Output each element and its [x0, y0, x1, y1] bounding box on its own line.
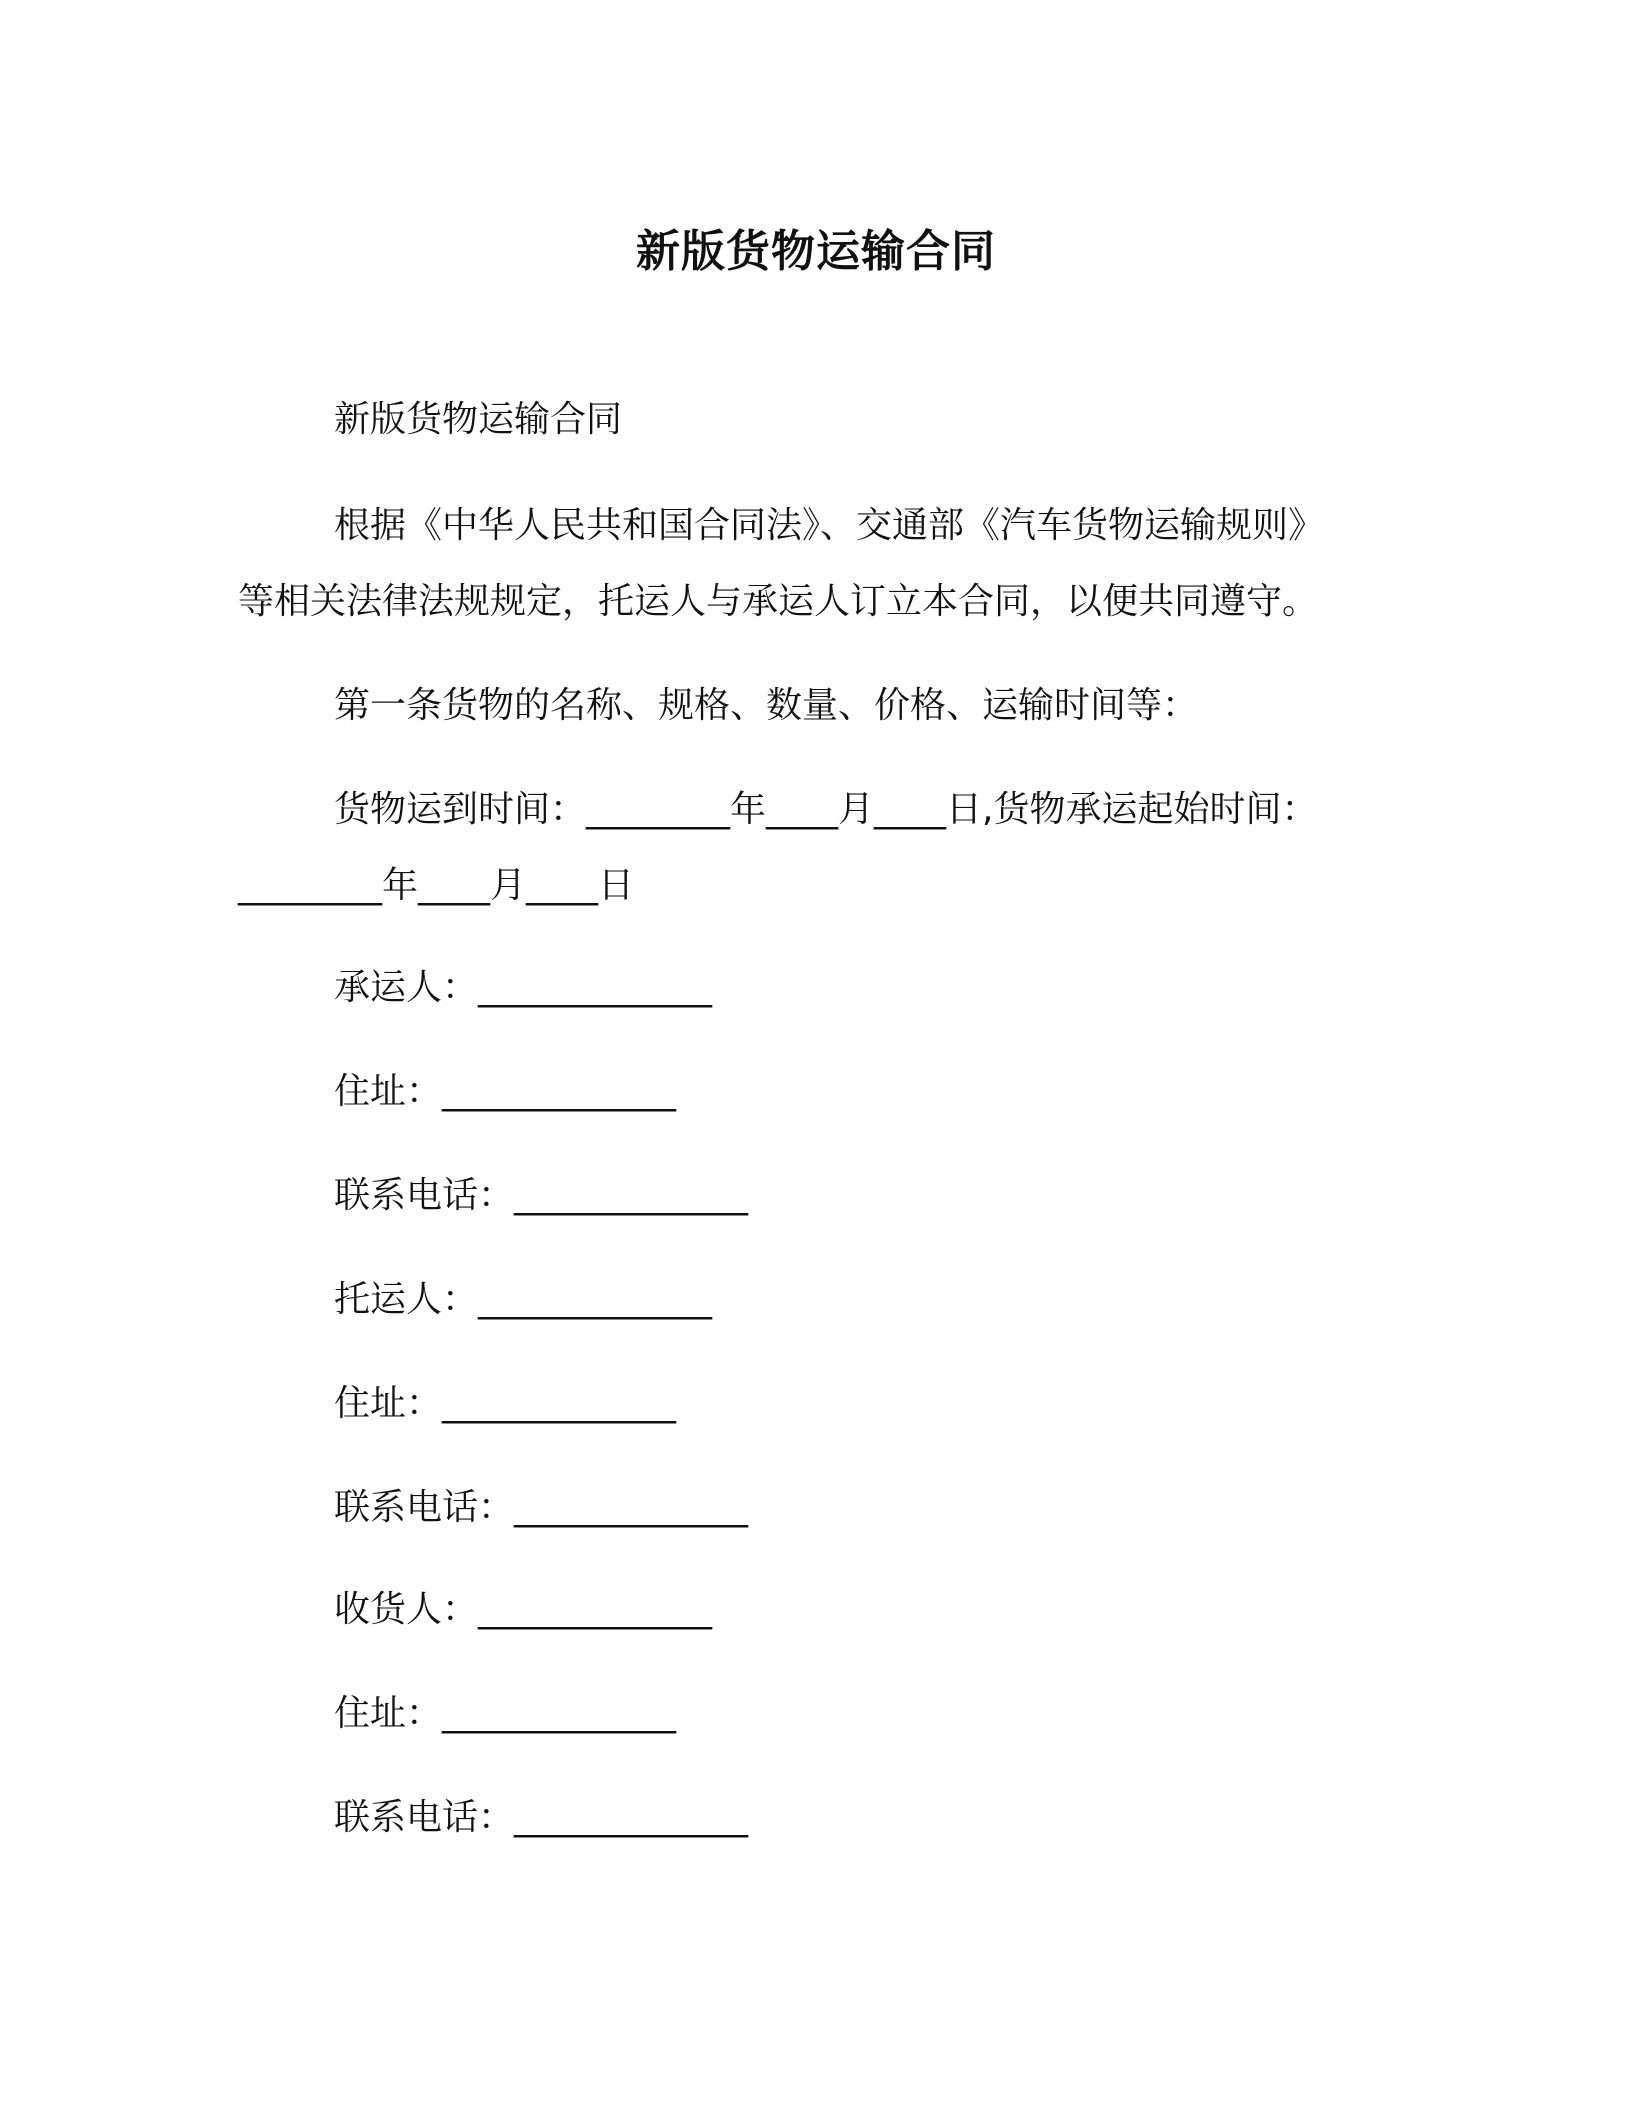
delivery-time-line-2: ________年____月____日: [238, 865, 634, 906]
carrier-phone-field: 联系电话：_____________: [334, 1175, 749, 1216]
consignee-name-field: 收货人：_____________: [334, 1589, 713, 1630]
consignee-address-field: 住址：_____________: [334, 1693, 677, 1734]
preamble-line-1: 根据《中华人民共和国合同法》、交通部《汽车货物运输规则》: [334, 505, 1325, 546]
carrier-address-field: 住址：_____________: [334, 1071, 677, 1112]
shipper-address-field: 住址：_____________: [334, 1383, 677, 1424]
document-title: 新版货物运输合同: [636, 226, 996, 277]
consignee-phone-field: 联系电话：_____________: [334, 1797, 749, 1838]
document-subtitle: 新版货物运输合同: [334, 399, 623, 440]
preamble-line-2: 等相关法律法规规定，托运人与承运人订立本合同，以便共同遵守。: [238, 581, 1319, 622]
shipper-name-field: 托运人：_____________: [334, 1279, 713, 1320]
delivery-time-line-1: 货物运到时间：________年____月____日,货物承运起始时间：: [334, 789, 1318, 830]
article-1-heading: 第一条货物的名称、规格、数量、价格、运输时间等：: [334, 685, 1199, 726]
carrier-name-field: 承运人：_____________: [334, 967, 713, 1008]
shipper-phone-field: 联系电话：_____________: [334, 1487, 749, 1528]
